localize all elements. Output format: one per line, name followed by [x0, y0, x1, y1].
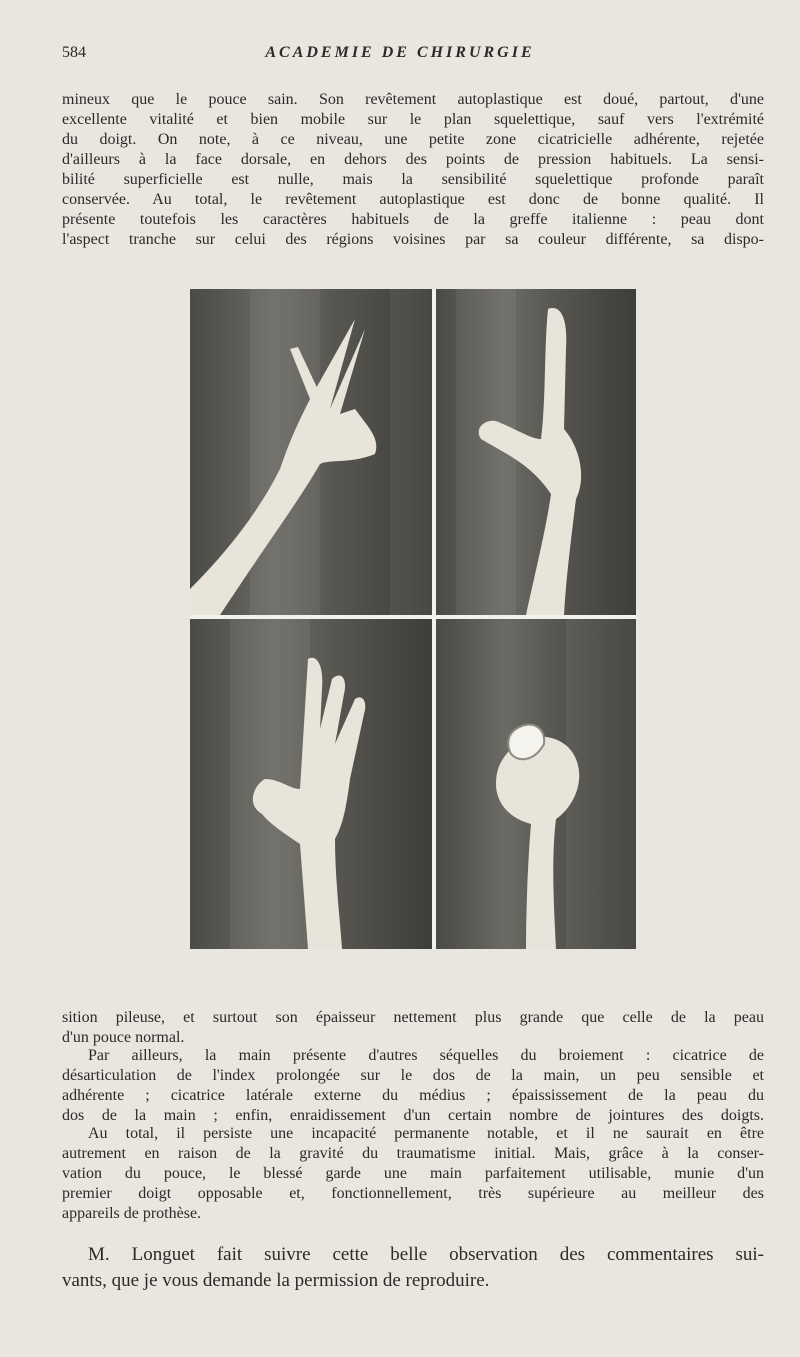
hand-figure — [190, 289, 432, 615]
text-line: Par ailleurs, la main présente d'autres séquelles du broiement : cicatrice de — [88, 1047, 764, 1064]
text-line: premier doigt opposable et, fonctionnellement, très supérieure au meilleur des — [62, 1185, 764, 1202]
paragraph-2 — [62, 1008, 764, 1048]
text-line: adhérente ; cicatrice latérale externe du médius ; épaississement de la peau du — [62, 1087, 764, 1104]
text-line: du doigt. On note, à ce niveau, une petite zone cicatricielle adhérente, rejetée — [62, 131, 764, 148]
hand-figure — [190, 619, 432, 949]
text-line: d'ailleurs à la face dorsale, en dehors des points de pression habituels. La sensi- — [62, 151, 764, 168]
text-line: Au total, il persiste une incapacité permanente notable, et il ne saurait en être — [88, 1125, 764, 1142]
text-line: vants, que je vous demande la permission de reproduire. — [62, 1270, 490, 1291]
text-line: sition pileuse, et surtout son épaisseur nettement plus grande que celle de la peau — [62, 1009, 764, 1026]
page-number: 584 — [62, 44, 86, 61]
text-line: M. Longuet fait suivre cette belle observation des commentaires sui- — [88, 1244, 764, 1265]
paragraph-5 — [62, 1242, 764, 1294]
paragraph-1 — [62, 90, 764, 250]
text-line: appareils de prothèse. — [62, 1205, 202, 1222]
photo-hand-profile — [436, 289, 636, 615]
running-title: ACADEMIE DE CHIRURGIE — [265, 44, 535, 61]
hand-figure — [436, 619, 636, 949]
text-line: mineux que le pouce sain. Son revêtement autoplastique est doué, partout, d'une — [62, 91, 764, 108]
text-line: vation du pouce, le blessé garde une main parfaitement utilisable, munie d'un — [62, 1165, 764, 1182]
text-line: bilité superficielle est nulle, mais la sensibilité squelettique profonde paraît — [62, 171, 764, 188]
text-line: l'aspect tranche sur celui des régions voisines par sa couleur différente, sa dispo- — [62, 231, 764, 248]
photo-plate — [190, 289, 636, 949]
text-line: désarticulation de l'index prolongée sur le dos de la main, un peu sensible et — [62, 1067, 764, 1084]
text-line: conservée. Au total, le revêtement autoplastique est donc de bonne qualité. Il — [62, 191, 764, 208]
text-line: d'un pouce normal. — [62, 1029, 185, 1046]
text-line: dos de la main ; enfin, enraidissement d'un certain nombre de jointures des doigts. — [62, 1107, 764, 1124]
photo-hand-palm — [190, 619, 432, 949]
photo-hand-grip — [436, 619, 636, 949]
paragraph-3 — [62, 1046, 764, 1126]
text-line: excellente vitalité et bien mobile sur le plan squelettique, sauf vers l'extrémité — [62, 111, 764, 128]
hand-figure — [436, 289, 636, 615]
paragraph-4 — [62, 1124, 764, 1224]
text-line: autrement en raison de la gravité du traumatisme initial. Mais, grâce à la conser- — [62, 1145, 764, 1162]
photo-hand-spread-dorsal — [190, 289, 432, 615]
text-line: présente toutefois les caractères habituels de la greffe italienne : peau dont — [62, 211, 764, 228]
